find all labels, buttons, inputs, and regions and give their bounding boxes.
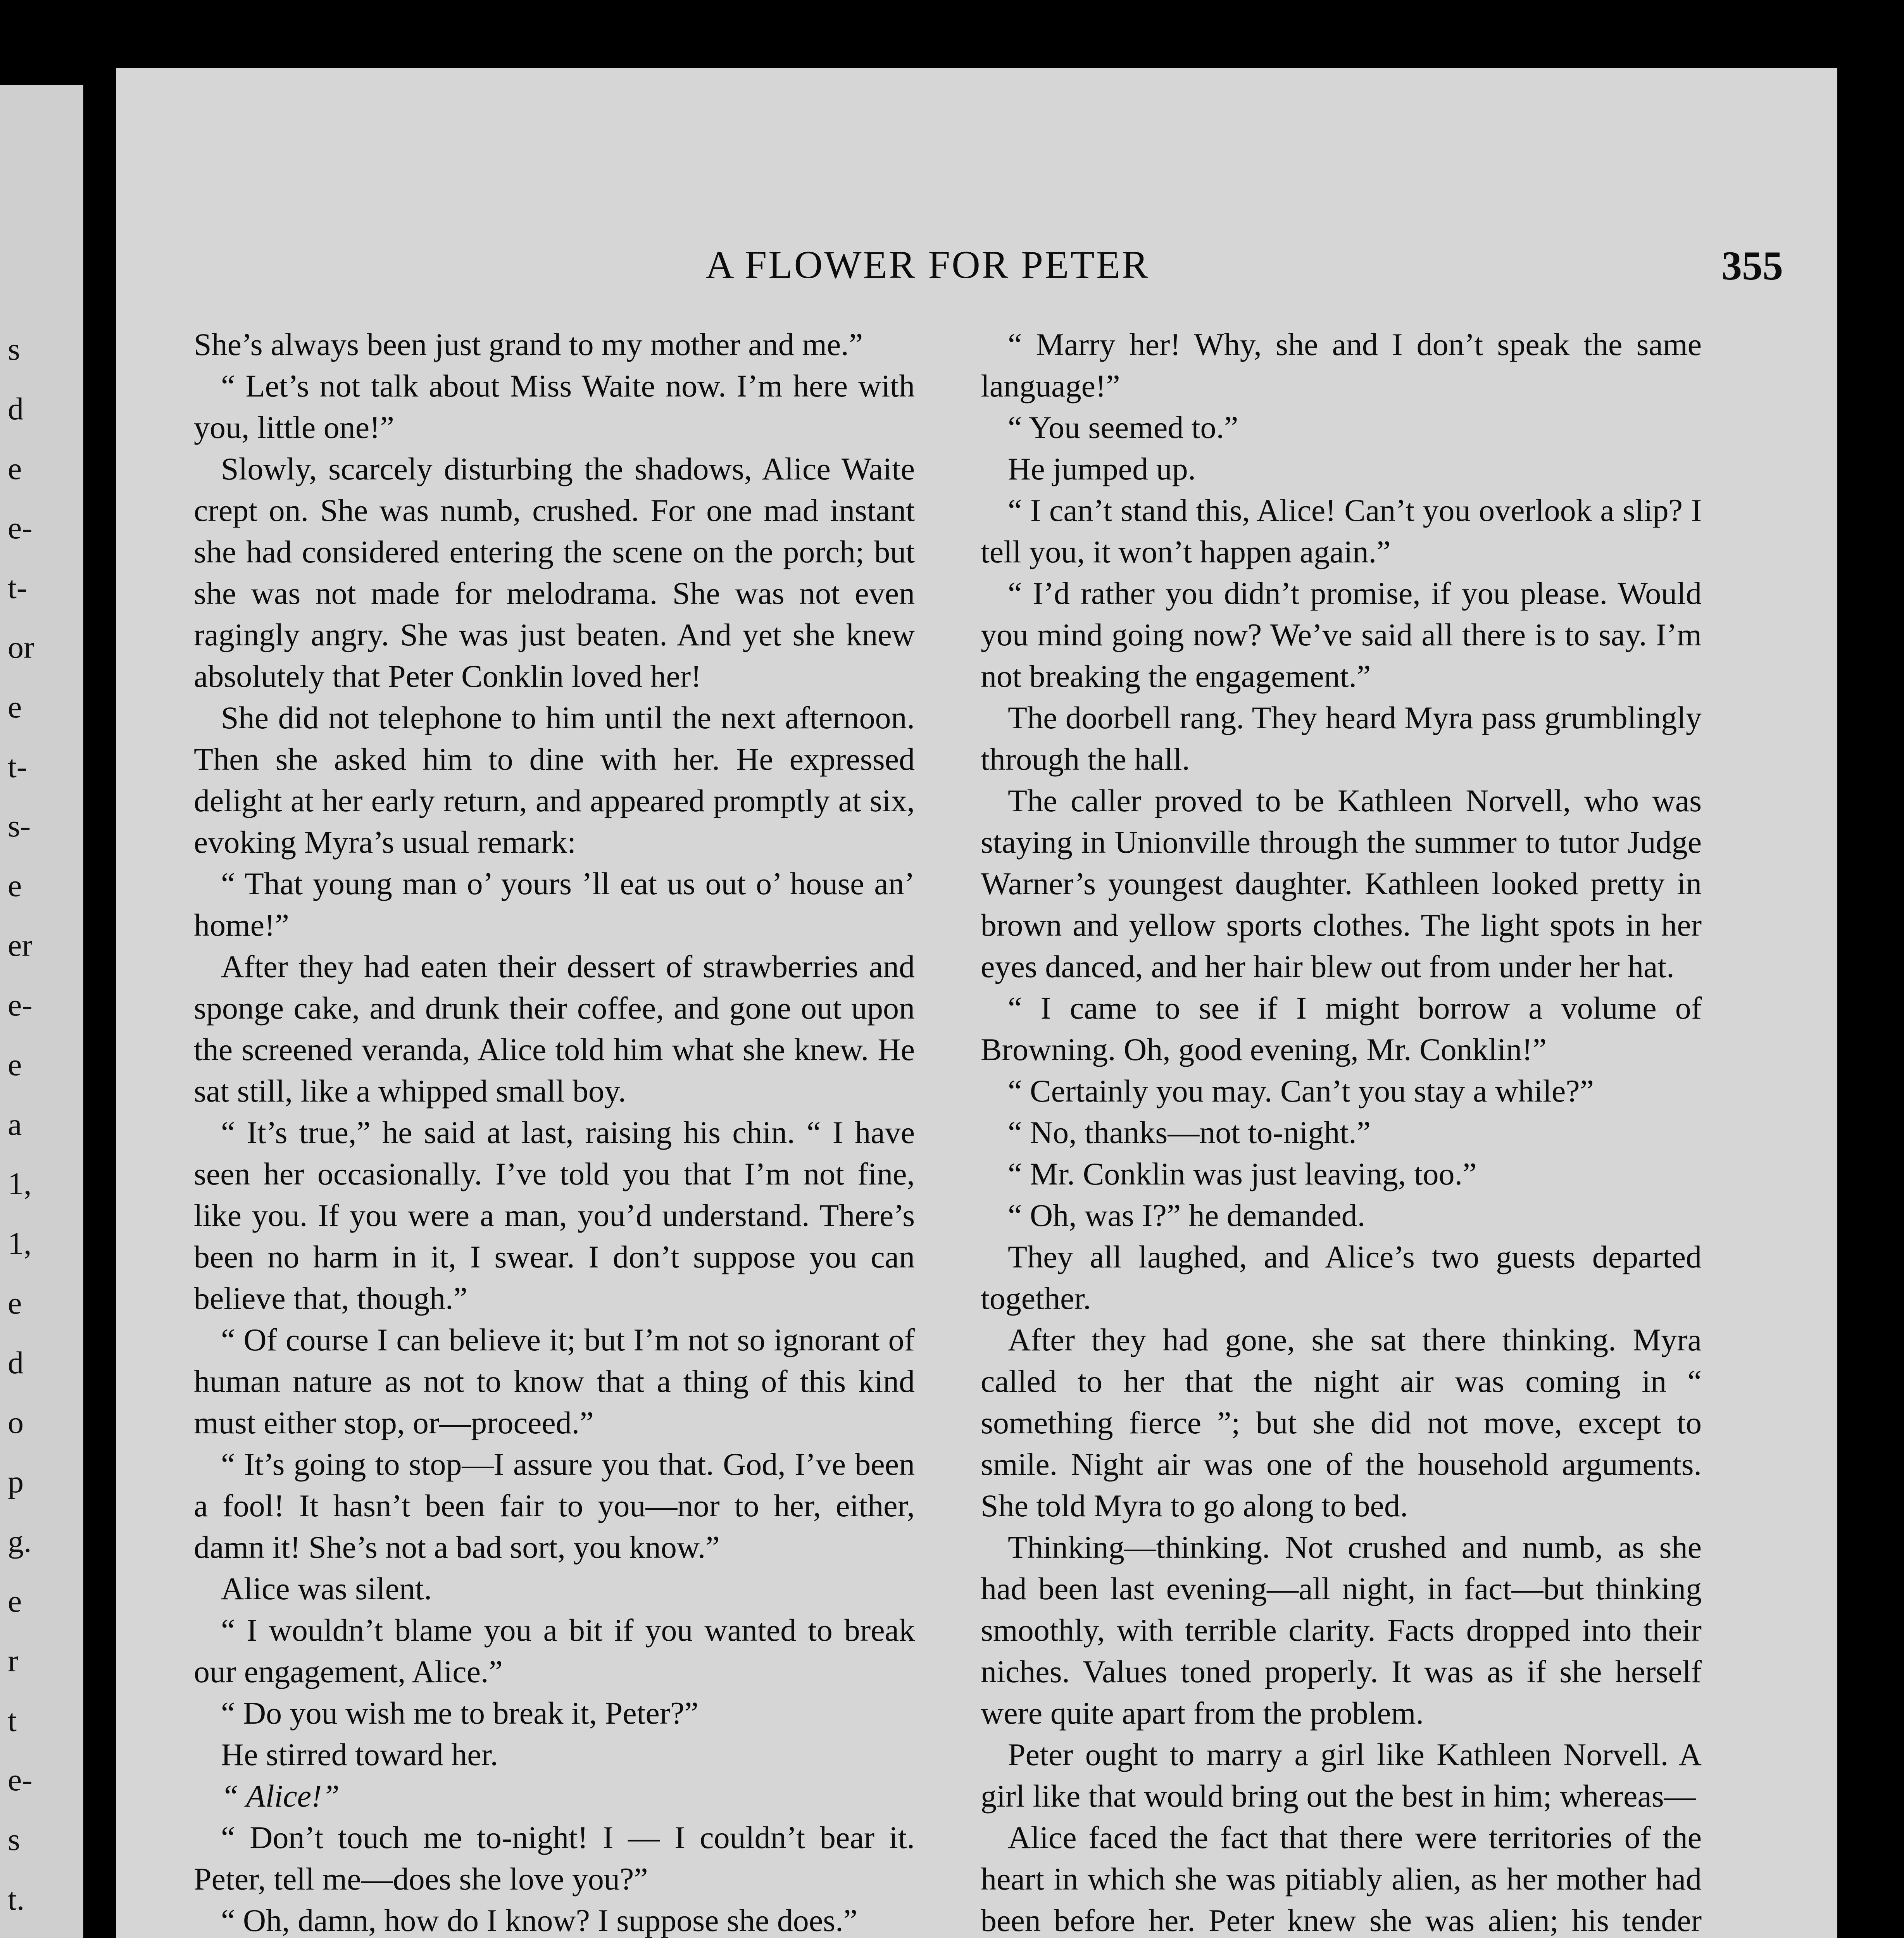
- margin-fragment: 1,: [8, 1166, 32, 1202]
- paragraph: “ No, thanks—not to-night.”: [1008, 1115, 1371, 1150]
- paragraph: “ Certainly you may. Can’t you stay a while?”: [1008, 1073, 1594, 1109]
- margin-fragment: p: [8, 1464, 24, 1500]
- margin-fragment: s: [8, 331, 20, 367]
- margin-fragment: e-: [8, 510, 33, 546]
- paragraph: “ Let’s not talk about Miss Waite now. I’m here with you, little one!”: [194, 368, 915, 445]
- paragraph: “ I can’t stand this, Alice! Can’t you overlook a slip? I tell you, it won’t happen again.”: [981, 493, 1702, 569]
- book-page: [116, 68, 1837, 1938]
- margin-fragment: g.: [8, 1524, 32, 1559]
- paragraph: “ You seemed to.”: [1008, 410, 1238, 445]
- margin-fragment: s: [8, 1822, 20, 1857]
- margin-fragment: e-: [8, 1762, 33, 1798]
- margin-fragment: or: [8, 629, 34, 665]
- paragraph: “ Mr. Conklin was just leaving, too.”: [1008, 1156, 1477, 1191]
- margin-fragment: t.: [8, 1881, 25, 1917]
- adjacent-page-strip: [0, 85, 83, 1938]
- margin-fragment: s-: [8, 808, 31, 844]
- paragraph: “ It’s true,” he said at last, raising his chin. “ I have seen her occasionally. I’ve told you that I’m not fine, like you. If you were a man, you’d understand. There’s been no harm in it, I swear. I don’t suppose you can believe that, though.”: [194, 1115, 915, 1316]
- margin-fragment: d: [8, 1345, 24, 1380]
- paragraph: The caller proved to be Kathleen Norvell, who was staying in Unionville through the summer to tutor Judge Warner’s youngest daughter. Kathleen looked pretty in brown and yellow sports clothes. The light spots in her eyes danced, and her hair blew out from under her hat.: [981, 783, 1702, 984]
- margin-fragment: e: [8, 1583, 22, 1619]
- paragraph: She’s always been just grand to my mother and me.”: [194, 327, 863, 362]
- margin-fragment: t-: [8, 570, 28, 605]
- paragraph: Alice faced the fact that there were territories of the heart in which she was pitiably alien, as her mother had been before her. Peter knew she was alien; his tender: [981, 1820, 1702, 1938]
- margin-fragment: e: [8, 450, 22, 486]
- margin-fragment: d: [8, 391, 24, 426]
- margin-fragment: e: [8, 1047, 22, 1082]
- paragraph: “ Oh, was I?” he demanded.: [1008, 1198, 1366, 1233]
- margin-fragment: e: [8, 689, 22, 724]
- paragraph: “ Oh, damn, how do I know? I suppose she does.”: [221, 1903, 857, 1938]
- page-number: 355: [1721, 243, 1783, 288]
- paragraph: She did not telephone to him until the next afternoon. Then she asked him to dine with her. He expressed delight at her early return, and appeared promptly at six, evoking Myra’s usual remark:: [194, 700, 915, 860]
- paragraph: He stirred toward her.: [221, 1737, 498, 1772]
- running-head: [116, 242, 1837, 293]
- paragraph: “ Alice!”: [221, 1778, 340, 1814]
- paragraph: “ I wouldn’t blame you a bit if you wanted to break our engagement, Alice.”: [194, 1612, 915, 1689]
- margin-fragment: t: [8, 1702, 17, 1738]
- paragraph: After they had gone, she sat there thinking. Myra called to her that the night air was coming in “ something fierce ”; but she did not move, except to smile. Night air was one of the household arguments. She told Myra to go along to bed.: [981, 1322, 1702, 1523]
- paragraph: The doorbell rang. They heard Myra pass grumblingly through the hall.: [981, 700, 1702, 777]
- margin-fragment: o: [8, 1404, 24, 1440]
- paragraph: “ Marry her! Why, she and I don’t speak the same language!”: [981, 327, 1702, 403]
- paragraph: He jumped up.: [1008, 451, 1196, 486]
- right-text-column: [981, 324, 1702, 1938]
- paragraph: “ That young man o’ yours ’ll eat us out o’ house an’ home!”: [194, 866, 915, 943]
- paragraph: “ Of course I can believe it; but I’m not so ignorant of human nature as not to know that a thing of this kind must either stop, or—proceed.”: [194, 1322, 915, 1440]
- left-text-column: [194, 324, 915, 1938]
- paragraph: “ I’d rather you didn’t promise, if you please. Would you mind going now? We’ve said all there is to say. I’m not breaking the engagement.”: [981, 576, 1702, 694]
- paragraph: “ Do you wish me to break it, Peter?”: [221, 1695, 698, 1731]
- margin-fragment: e: [8, 868, 22, 903]
- paragraph: “ It’s going to stop—I assure you that. God, I’ve been a fool! It hasn’t been fair to you—nor to her, either, damn it! She’s not a bad sort, you know.”: [194, 1447, 915, 1565]
- paragraph: Thinking—thinking. Not crushed and numb, as she had been last evening—all night, in fact—but thinking smoothly, with terrible clarity. Facts dropped into their niches. Values toned properly. It was as if she herself were quite apart from the problem.: [981, 1529, 1702, 1731]
- paragraph: After they had eaten their dessert of strawberries and sponge cake, and drunk their coffee, and gone out upon the screened veranda, Alice told him what she knew. He sat still, like a whipped small boy.: [194, 949, 915, 1109]
- margin-fragment: t-: [8, 748, 28, 784]
- paragraph: Peter ought to marry a girl like Kathleen Norvell. A girl like that would bring out the best in him; whereas—: [981, 1737, 1702, 1814]
- paragraph: Slowly, scarcely disturbing the shadows, Alice Waite crept on. She was numb, crushed. For one mad instant she had considered entering the scene on the porch; but she was not made for melodrama. She was not even ragingly angry. She was just beaten. And yet she knew absolutely that Peter Conklin loved her!: [194, 451, 915, 694]
- margin-fragment: a: [8, 1106, 22, 1142]
- paragraph: They all laughed, and Alice’s two guests departed together.: [981, 1239, 1702, 1316]
- running-title: A FLOWER FOR PETER: [705, 243, 1150, 287]
- margin-fragment: e: [8, 1285, 22, 1321]
- margin-fragment: er: [8, 928, 33, 963]
- margin-fragment: r: [8, 1643, 19, 1678]
- paragraph: “ I came to see if I might borrow a volume of Browning. Oh, good evening, Mr. Conklin!”: [981, 990, 1702, 1067]
- paragraph: Alice was silent.: [221, 1571, 432, 1606]
- margin-fragment: e-: [8, 987, 33, 1022]
- paragraph: “ Don’t touch me to-night! I — I couldn’t bear it. Peter, tell me—does she love you?”: [194, 1820, 915, 1897]
- margin-fragment: 1,: [8, 1226, 32, 1261]
